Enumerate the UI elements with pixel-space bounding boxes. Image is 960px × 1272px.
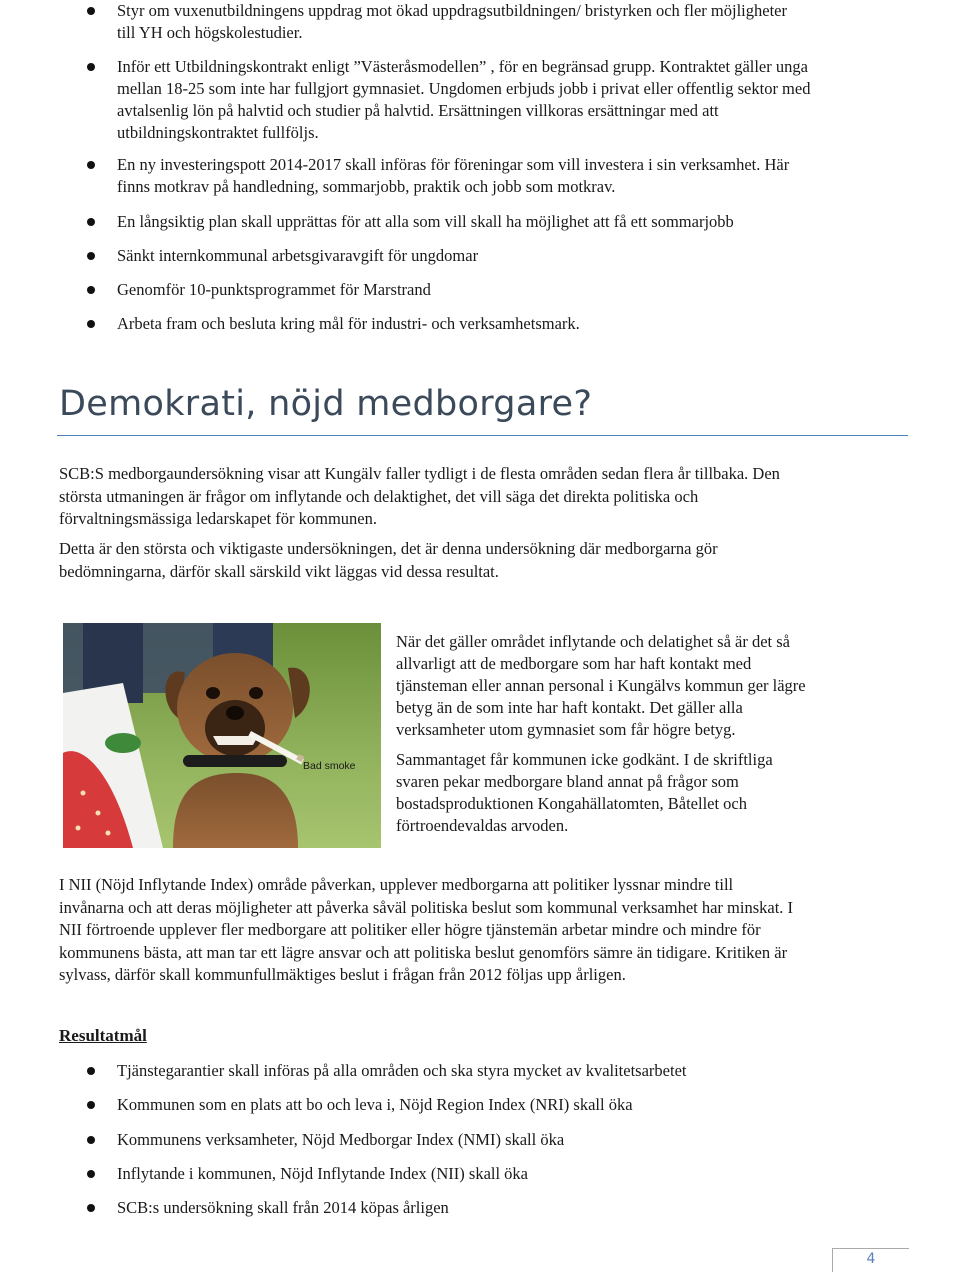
bullet-dot-icon [87, 1101, 95, 1109]
bullet-dot-icon [87, 218, 95, 226]
intro-paragraph: SCB:S medborgaundersökning visar att Kungälv faller tydligt i de flesta områden sedan flera år tillbaka. Den största utmaningen är frågor om inflytande och delaktighet, det vill säga det direkta politiska och förvaltningsmässiga ledarskapet för kommunen. [59, 464, 780, 528]
page-number: 4 [866, 1251, 876, 1267]
bullet-dot-icon [87, 63, 95, 71]
top-bullet-item: Styr om vuxenutbildningens uppdrag mot ökad uppdragsutbildningen/ bristyrken och fler möjligheter till YH och högskolestudier. [0, 0, 960, 44]
top-bullet-item: En ny investeringspott 2014-2017 skall införas för föreningar som vill investera i sin verksamhet. Här finns motkrav på handledning, sommarjobb, praktik och jobb som motkrav. [0, 154, 960, 198]
results-subheading: Resultatmål [59, 1026, 147, 1045]
side-paragraph-summary: Sammantaget får kommunen icke godkänt. I de skriftliga svaren pekar medborgare bland annat på frågor som bostadsproduktionen Kongahällatomten, Båtellet och förtroendevaldas arvoden. [396, 750, 773, 835]
result-bullet-item: Kommunens verksamheter, Nöjd Medborgar Index (NMI) skall öka [0, 1129, 960, 1151]
bullet-dot-icon [87, 252, 95, 260]
bullet-dot-icon [87, 1136, 95, 1144]
page-number-box [832, 1248, 909, 1272]
bullet-dot-icon [87, 1067, 95, 1075]
photo-caption: Bad smoke [303, 760, 356, 772]
top-bullet-item: Arbeta fram och besluta kring mål för industri- och verksamhetsmark. [0, 313, 960, 335]
bullet-dot-icon [87, 7, 95, 15]
bullet-dot-icon [87, 161, 95, 169]
bullet-dot-icon [87, 1170, 95, 1178]
top-bullet-item: Inför ett Utbildningskontrakt enligt ”Västeråsmodellen” , för en begränsad grupp. Kontraktet gäller unga mellan 18-25 som inte har fullgjort gymnasiet. Ungdomen erbjuds jobb i privat eller offentlig sektor med avtalsenlig lön på halvtid och studier på halvtid. Ersättningen villkoras ersättningar med att utbildningskontraktet fullföljs. [0, 56, 960, 144]
result-bullet-item: Kommunen som en plats att bo och leva i, Nöjd Region Index (NRI) skall öka [0, 1094, 960, 1116]
nii-paragraph: I NII (Nöjd Inflytande Index) område påverkan, upplever medborgarna att politiker lyssnar mindre till invånarna och att deras möjligheter att påverka såväl politiska beslut som kommunal verksamhet har minskat. I NII förtroende upplever fler medborgare att politiker eller högre tjänstemän arbetar mindre och mindre för kommunens bästa, att man tar ett lägre ansvar och att politiska beslut genomförs sämre än tidigare. Kritiken är sylvass, därför skall kommunfullmäktiges beslut i frågan från 2012 följas upp årligen. [59, 875, 794, 984]
bullet-dot-icon [87, 286, 95, 294]
section-heading: Demokrati, nöjd medborgare? [59, 384, 593, 424]
top-bullet-item: Genomför 10-punktsprogrammet för Marstrand [0, 279, 960, 301]
side-paragraph-contact: När det gäller området inflytande och delatighet så är det så allvarligt att de medborgare som har haft kontakt med tjänsteman eller annan personal i Kungälvs kommun ger lägre betyg än de som inte har haft kontakt. Det gäller alla verksamheter utom gymnasiet som får högre betyg. [396, 632, 806, 739]
top-bullet-item: Sänkt internkommunal arbetsgivaravgift för ungdomar [0, 245, 960, 267]
bullet-dot-icon [87, 1204, 95, 1212]
result-bullet-item: Tjänstegarantier skall införas på alla områden och ska styra mycket av kvalitetsarbetet [0, 1060, 960, 1082]
top-bullet-item: En långsiktig plan skall upprättas för att alla som vill skall ha möjlighet att få ett sommarjobb [0, 211, 960, 233]
result-bullet-item: Inflytande i kommunen, Nöjd Inflytande Index (NII) skall öka [0, 1163, 960, 1185]
importance-paragraph: Detta är den största och viktigaste undersökningen, det är denna undersökning där medborgarna gör bedömningarna, därför skall särskild vikt läggas vid dessa resultat. [59, 539, 718, 581]
result-bullet-item: SCB:s undersökning skall från 2014 köpas årligen [0, 1197, 960, 1219]
heading-underline [57, 435, 908, 436]
dog-smoking-photo [63, 623, 381, 848]
bullet-dot-icon [87, 320, 95, 328]
